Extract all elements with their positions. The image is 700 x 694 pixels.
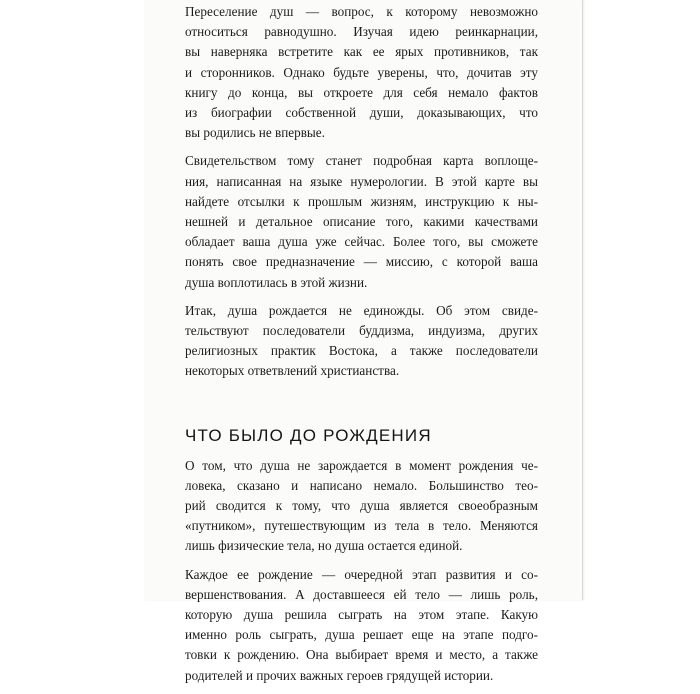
text-line: ловека, сказано и написано немало. Большинство тео- bbox=[185, 477, 538, 493]
text-line: именно роль сыграть, душа решает еще на этапе подго- bbox=[185, 627, 538, 643]
paragraph-intro bbox=[185, 2, 538, 143]
paragraph-born-again bbox=[185, 301, 538, 382]
text-line: душа воплотилась в этой жизни. bbox=[185, 274, 368, 290]
text-line: тельствуют последователи буддизма, индуизма, других bbox=[185, 323, 538, 339]
paragraph-each-birth bbox=[185, 565, 538, 686]
paragraph-soul-traveler bbox=[185, 456, 538, 557]
text-line: родителей и прочих важных героев грядущей истории. bbox=[185, 667, 494, 683]
text-line: лишь физические тела, но душа остается единой. bbox=[185, 538, 463, 554]
text-line: некоторых ответвлений христианства. bbox=[185, 363, 400, 379]
text-line: вы родились не впервые. bbox=[185, 125, 325, 141]
text-line: вы наверняка встретите как ее ярых противников, так bbox=[185, 44, 538, 60]
text-line: Переселение душ — вопрос, к которому невозможно bbox=[185, 4, 538, 19]
text-line: найдете отсылки к прошлым жизням, инструкцию к ны- bbox=[185, 193, 538, 209]
text-line: Итак, душа рождается не единожды. Об этом свиде- bbox=[185, 302, 538, 318]
text-line: Каждое ее рождение — очередной этап развития и со- bbox=[185, 566, 538, 582]
text-line: понять свое предназначение — миссию, с которой ваша bbox=[185, 254, 538, 270]
text-line: обладает ваша душа уже сейчас. Более того, вы сможете bbox=[185, 234, 538, 250]
text-line: товки к рождению. Она выбирает время и место, а также bbox=[185, 647, 538, 663]
text-line: рий сводится к тому, что душа является своеобразным bbox=[185, 498, 538, 514]
text-line: «путником», путешествующим из тела в тело. Меняются bbox=[185, 518, 538, 534]
paragraph-incarnation-map bbox=[185, 151, 538, 292]
text-line: из биографии собственной души, доказывающих, что bbox=[185, 105, 538, 121]
text-line: О том, что душа не зарождается в момент рождения че- bbox=[185, 457, 538, 473]
text-line: Свидетельством тому станет подробная карта воплоще- bbox=[185, 153, 538, 169]
text-line: которую душа решила сыграть на этом этапе. Какую bbox=[185, 607, 538, 623]
section-heading: ЧТО БЫЛО ДО РОЖДЕНИЯ bbox=[185, 425, 432, 445]
text-line: религиозных практик Востока, а также последователи bbox=[185, 343, 538, 359]
text-line: ния, написанная на языке нумерологии. В этой карте вы bbox=[185, 173, 538, 189]
text-line: и сторонников. Однако будьте уверены, что, дочитав эту bbox=[185, 64, 538, 80]
text-line: относиться равнодушно. Изучая идею реинкарнации, bbox=[185, 24, 538, 40]
text-line: вершенствования. А доставшееся ей тело — лишь роль, bbox=[185, 586, 538, 602]
text-column bbox=[185, 2, 538, 694]
text-line: нешней и детальное описание того, какими качествами bbox=[185, 214, 538, 230]
text-line: книгу до конца, вы откроете для себя немало фактов bbox=[185, 84, 538, 100]
